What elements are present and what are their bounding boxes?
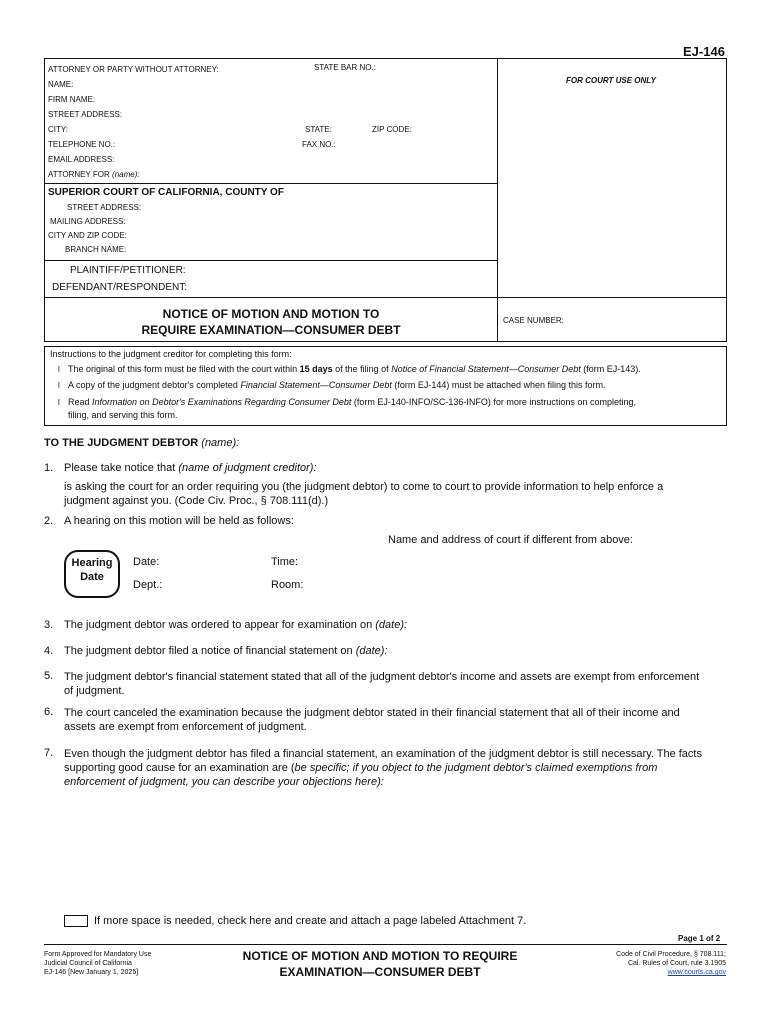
court-address-label: Name and address of court if different from above: bbox=[388, 534, 633, 546]
rule bbox=[44, 183, 498, 184]
bullet-icon: l bbox=[58, 381, 60, 390]
dept-label: Dept.: bbox=[133, 579, 163, 591]
item-4-number: 4. bbox=[44, 645, 54, 657]
attachment-7-label: If more space is needed, check here and create and attach a page labeled Attachment 7. bbox=[94, 915, 527, 927]
instruction-3: l Read Information on Debtor's Examinations Regarding Consumer Debt (form EJ-140-INFO/SC-136-INFO) for more instructions on completing, filing, and serving this form. bbox=[58, 397, 636, 420]
court-use-label: FOR COURT USE ONLY bbox=[566, 76, 656, 85]
footer-title: NOTICE OF MOTION AND MOTION TO REQUIRE EXAMINATION—CONSUMER DEBT bbox=[242, 949, 518, 979]
form-title-line2: REQUIRE EXAMINATION—CONSUMER DEBT bbox=[141, 323, 401, 337]
street-label: STREET ADDRESS: bbox=[48, 110, 123, 119]
item-1: Please take notice that (name of judgment creditor): bbox=[64, 462, 317, 474]
plaintiff-label: PLAINTIFF/PETITIONER: bbox=[70, 265, 186, 276]
court-title: SUPERIOR COURT OF CALIFORNIA, COUNTY OF bbox=[48, 187, 284, 198]
phone-label: TELEPHONE NO.: bbox=[48, 140, 116, 149]
item-1-text: is asking the court for an order requiring you (the judgment debtor) to come to court to provide information to help enforce a judgment against you. (Code Civ. Proc., § 708.111(d).) bbox=[64, 481, 664, 507]
attorney-for-label: ATTORNEY FOR bbox=[48, 170, 110, 179]
time-label: Time: bbox=[271, 556, 299, 568]
attorney-for-name: (name): bbox=[112, 170, 140, 179]
to-judgment-debtor: TO THE JUDGMENT DEBTOR (name): bbox=[44, 437, 240, 449]
caption-box bbox=[44, 58, 727, 342]
item-2-number: 2. bbox=[44, 515, 54, 527]
state-bar-label: STATE BAR NO.: bbox=[314, 63, 376, 72]
zip-label: ZIP CODE: bbox=[372, 125, 412, 134]
attorney-for bbox=[48, 170, 140, 179]
item-3-number: 3. bbox=[44, 619, 54, 631]
defendant-label: DEFENDANT/RESPONDENT: bbox=[52, 282, 188, 293]
bullet-icon: l bbox=[58, 365, 60, 374]
caption-divider bbox=[497, 58, 498, 342]
name-label: NAME: bbox=[48, 80, 74, 89]
footer-approval: Form Approved for Mandatory Use Judicial Council of California EJ-146 [New January 1, 2025] bbox=[44, 951, 152, 976]
instructions-heading: Instructions to the judgment creditor for completing this form: bbox=[50, 349, 292, 359]
court-city-zip-label: CITY AND ZIP CODE: bbox=[48, 231, 127, 240]
item-2: A hearing on this motion will be held as follows: bbox=[64, 515, 294, 527]
court-mailing-label: MAILING ADDRESS: bbox=[50, 217, 126, 226]
instruction-1: l The original of this form must be filed with the court within 15 days of the filing of Notice of Financial Statement—Consumer Debt (form EJ-143). bbox=[58, 364, 641, 374]
page-number: Page 1 of 2 bbox=[678, 934, 721, 943]
court-branch-label: BRANCH NAME: bbox=[65, 245, 127, 254]
firm-label: FIRM NAME: bbox=[48, 95, 96, 104]
form-title bbox=[44, 306, 498, 338]
item-5: The judgment debtor's financial statement stated that all of the judgment debtor's income and assets are exempt from enforcement of judgment. bbox=[64, 671, 700, 697]
footer-citation: Code of Civil Procedure, § 708.111; Cal. Rules of Court, rule 3.1905 www.courts.ca.gov bbox=[616, 951, 726, 976]
attachment-7-checkbox[interactable] bbox=[64, 915, 88, 927]
fax-label: FAX NO.: bbox=[302, 140, 336, 149]
attorney-label: ATTORNEY OR PARTY WITHOUT ATTORNEY: bbox=[48, 65, 219, 74]
courts-website-link[interactable]: www.courts.ca.gov bbox=[667, 969, 726, 976]
item-7: Even though the judgment debtor has filed a financial statement, an examination of the judgment debtor is still necessary. The facts supporting good cause for an examination are (be specific; if you object to the judgment debtor's claimed exemptions from enforcement of judgment, you can describe your objections here): bbox=[64, 748, 702, 788]
email-label: EMAIL ADDRESS: bbox=[48, 155, 115, 164]
item-6: The court canceled the examination because the judgment debtor stated in their financial statement that all of their income and assets are exempt from enforcement of judgment. bbox=[64, 707, 680, 733]
instruction-2: l A copy of the judgment debtor's completed Financial Statement—Consumer Debt (form EJ-144) must be attached when filing this form. bbox=[58, 380, 606, 390]
hearing-date-badge: Hearing Date bbox=[64, 550, 120, 598]
item-3: The judgment debtor was ordered to appear for examination on (date): bbox=[64, 619, 408, 631]
item-4: The judgment debtor filed a notice of financial statement on (date): bbox=[64, 645, 388, 657]
rule bbox=[44, 260, 498, 261]
date-label: Date: bbox=[133, 556, 160, 568]
room-label: Room: bbox=[271, 579, 304, 591]
rule bbox=[44, 297, 727, 298]
bullet-icon: l bbox=[58, 398, 60, 407]
state-label: STATE: bbox=[305, 125, 332, 134]
case-number-label: CASE NUMBER: bbox=[503, 316, 564, 325]
court-street-label: STREET ADDRESS: bbox=[67, 203, 142, 212]
item-1-number: 1. bbox=[44, 462, 54, 474]
form-number: EJ-146 bbox=[683, 44, 725, 59]
item-6-number: 6. bbox=[44, 706, 54, 718]
form-title-line1: NOTICE OF MOTION AND MOTION TO bbox=[162, 307, 380, 321]
city-label: CITY: bbox=[48, 125, 69, 134]
item-7-number: 7. bbox=[44, 747, 54, 759]
footer-rule bbox=[44, 944, 727, 945]
item-5-number: 5. bbox=[44, 670, 54, 682]
